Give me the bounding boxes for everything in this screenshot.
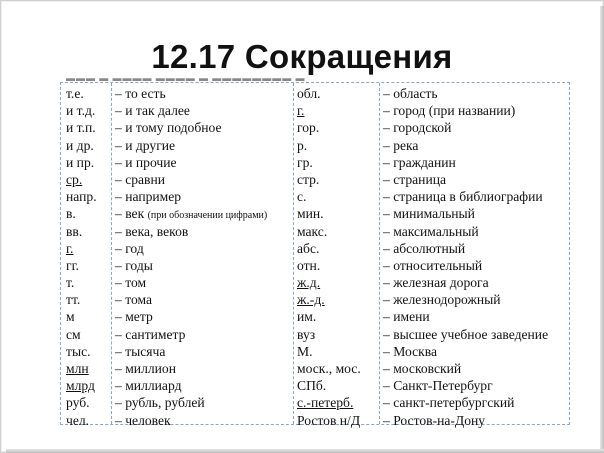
meaning-text: – и прочие xyxy=(115,154,177,170)
meaning-text: – минимальный xyxy=(383,206,475,222)
abbreviation-text: вв. xyxy=(66,223,83,239)
abbreviation-text: см xyxy=(66,326,81,342)
column-divider xyxy=(293,83,294,424)
meaning-cell xyxy=(383,240,548,257)
abbreviation-text: с. xyxy=(297,189,307,205)
meaning-text: – Санкт-Петербург xyxy=(383,378,493,394)
meaning-cell xyxy=(383,412,548,429)
abbreviation-cell xyxy=(297,171,361,188)
meaning-cell xyxy=(383,394,548,411)
abbreviation-text: г. xyxy=(297,103,305,119)
meaning-cell xyxy=(115,274,267,291)
meaning-cell xyxy=(383,291,548,308)
meaning-cell xyxy=(383,257,548,274)
abbreviation-cell xyxy=(66,377,97,394)
meaning-text: – тысяча xyxy=(115,343,166,359)
abbreviation-cell xyxy=(297,377,361,394)
abbreviation-text: и т.д. xyxy=(66,103,96,119)
abbreviation-text: и т.п. xyxy=(66,120,96,136)
meaning-cell xyxy=(115,360,267,377)
abbreviation-text: Ростов н/Д xyxy=(297,412,361,428)
abbreviation-cell xyxy=(66,188,97,205)
meaning-text: – миллион xyxy=(115,361,176,376)
abbreviation-text: ср. xyxy=(66,171,83,187)
meaning-text: – год xyxy=(115,240,144,256)
meaning-text: – человек xyxy=(115,412,171,428)
meaning-text: – метр xyxy=(115,309,153,325)
abbreviation-cell xyxy=(66,154,97,171)
meaning-text: – гражданин xyxy=(383,154,456,170)
meaning-cell xyxy=(115,343,267,360)
abbreviation-cell xyxy=(297,137,361,154)
column-divider xyxy=(111,83,112,424)
abbreviation-text: вуз xyxy=(297,326,316,342)
abbreviation-cell xyxy=(66,205,97,222)
right-abbr-column xyxy=(297,85,361,429)
abbreviation-text: мин. xyxy=(297,206,324,222)
abbreviation-text: м xyxy=(66,309,75,325)
meaning-cell xyxy=(383,377,548,394)
meaning-cell xyxy=(115,223,267,240)
meaning-text: – то есть xyxy=(115,86,166,101)
abbreviation-text: макс. xyxy=(297,223,328,239)
meaning-note: (при обозначении цифрами) xyxy=(147,210,268,222)
meaning-cell xyxy=(115,308,267,325)
meaning-text: – век xyxy=(115,206,145,222)
meaning-cell xyxy=(115,119,267,136)
abbreviation-text: г. xyxy=(66,240,74,256)
abbreviation-text: моск., мос. xyxy=(297,361,361,376)
abbreviation-cell xyxy=(297,85,361,102)
meaning-text: – санкт-петербургский xyxy=(383,395,515,411)
meaning-cell xyxy=(115,102,267,119)
meaning-text: – городской xyxy=(383,120,452,136)
abbreviation-text: им. xyxy=(297,309,317,325)
abbreviation-cell xyxy=(66,171,97,188)
abbreviation-text: т. xyxy=(66,275,75,291)
meaning-text: – Москва xyxy=(383,343,437,359)
abbreviation-cell xyxy=(297,343,361,360)
abbreviation-cell xyxy=(297,257,361,274)
meaning-text: – московский xyxy=(383,361,462,376)
abbreviation-text: р. xyxy=(297,137,308,153)
abbreviation-cell xyxy=(66,343,97,360)
abbreviation-text: и др. xyxy=(66,137,94,153)
abbreviation-cell xyxy=(297,308,361,325)
abbreviation-cell xyxy=(297,119,361,136)
meaning-text: – железная дорога xyxy=(383,275,489,291)
abbreviation-text: гор. xyxy=(297,120,320,136)
right-meaning-column xyxy=(383,85,548,429)
abbreviation-cell xyxy=(66,360,97,377)
meaning-cell xyxy=(115,257,267,274)
meaning-text: – Ростов-на-Дону xyxy=(383,412,486,428)
abbreviation-cell xyxy=(66,223,97,240)
meaning-cell xyxy=(383,188,548,205)
meaning-cell xyxy=(115,137,267,154)
abbreviation-cell xyxy=(66,291,97,308)
meaning-text: – страница xyxy=(383,171,447,187)
abbreviation-text: отн. xyxy=(297,257,321,273)
column-divider xyxy=(379,83,380,424)
abbreviation-cell xyxy=(66,394,97,411)
meaning-cell xyxy=(383,137,548,154)
meaning-text: – высшее учебное заведение xyxy=(383,326,549,342)
meaning-cell xyxy=(383,102,548,119)
meaning-cell xyxy=(115,205,267,222)
abbreviation-text: СПб. xyxy=(297,378,327,394)
meaning-text: – миллиард xyxy=(115,378,182,394)
meaning-cell xyxy=(115,377,267,394)
abbreviation-text: ж.-д. xyxy=(297,292,325,308)
meaning-text: – например xyxy=(115,189,182,205)
abbreviation-cell xyxy=(66,326,97,343)
abbreviation-text: тт. xyxy=(66,292,81,308)
meaning-text: – сравни xyxy=(115,171,166,187)
abbreviation-text: гг. xyxy=(66,257,80,273)
abbreviation-cell xyxy=(297,188,361,205)
abbreviation-cell xyxy=(297,326,361,343)
meaning-cell xyxy=(115,154,267,171)
abbreviation-text: т.е. xyxy=(66,86,84,101)
meaning-text: – и тому подобное xyxy=(115,120,222,136)
meaning-text: – относительный xyxy=(383,257,483,273)
abbreviation-cell xyxy=(297,102,361,119)
abbreviation-cell xyxy=(66,102,97,119)
slide-shadow-bottom xyxy=(6,449,604,453)
abbreviation-text: млн xyxy=(66,361,89,376)
meaning-cell xyxy=(115,412,267,429)
abbreviation-cell xyxy=(66,240,97,257)
abbreviation-text: млрд xyxy=(66,378,95,394)
abbreviation-text: напр. xyxy=(66,189,97,205)
slide-title: 12.17 Сокращения xyxy=(151,38,453,75)
meaning-text: – сантиметр xyxy=(115,326,186,342)
abbreviation-cell xyxy=(297,360,361,377)
meaning-text: – и другие xyxy=(115,137,176,153)
abbreviation-text: и пр. xyxy=(66,154,95,170)
abbreviation-text: абс. xyxy=(297,240,320,256)
abbreviation-text: руб. xyxy=(66,395,90,411)
abbreviation-cell xyxy=(66,119,97,136)
meaning-cell xyxy=(383,171,548,188)
abbreviation-text: в. xyxy=(66,206,76,222)
abbreviation-cell xyxy=(297,274,361,291)
meaning-cell xyxy=(383,205,548,222)
abbreviation-cell xyxy=(66,274,97,291)
abbreviation-cell xyxy=(297,394,361,411)
meaning-text: – область xyxy=(383,86,438,101)
abbreviation-cell xyxy=(66,412,97,429)
meaning-text: – абсолютный xyxy=(383,240,466,256)
meaning-cell xyxy=(115,291,267,308)
abbreviation-text: М. xyxy=(297,343,313,359)
abbreviation-text: тыс. xyxy=(66,343,91,359)
meaning-text: – века, веков xyxy=(115,223,189,239)
meaning-cell xyxy=(383,274,548,291)
meaning-cell xyxy=(115,240,267,257)
abbreviation-cell xyxy=(66,85,97,102)
abbreviation-cell xyxy=(297,291,361,308)
abbreviation-cell xyxy=(297,223,361,240)
meaning-cell xyxy=(383,223,548,240)
abbreviation-text: обл. xyxy=(297,86,321,101)
abbreviation-cell xyxy=(66,137,97,154)
meaning-text: – максимальный xyxy=(383,223,479,239)
abbreviation-cell xyxy=(297,154,361,171)
cropped-caption-strip: ▬▬▬ ▬ ▬▬▬▬ ▬▬▬▬ ▬ ▬▬▬▬▬▬▬▬ ▬ xyxy=(66,74,306,82)
meaning-text: – город (при названии) xyxy=(383,103,516,119)
abbreviation-cell xyxy=(66,257,97,274)
abbreviation-text: ж.д. xyxy=(297,275,321,291)
meaning-cell xyxy=(383,326,548,343)
abbreviation-cell xyxy=(297,240,361,257)
meaning-text: – страница в библиографии xyxy=(383,189,543,205)
meaning-cell xyxy=(383,154,548,171)
meaning-text: – том xyxy=(115,275,147,291)
abbreviation-text: гр. xyxy=(297,154,313,170)
meaning-text: – и так далее xyxy=(115,103,190,119)
meaning-cell xyxy=(115,188,267,205)
abbreviation-text: чел. xyxy=(66,412,90,428)
abbreviation-cell xyxy=(297,205,361,222)
abbreviation-cell xyxy=(66,308,97,325)
meaning-cell xyxy=(383,308,548,325)
left-abbr-column xyxy=(66,85,97,429)
abbreviation-text: стр. xyxy=(297,171,320,187)
meaning-cell xyxy=(115,326,267,343)
meaning-cell xyxy=(383,343,548,360)
meaning-text: – железнодорожный xyxy=(383,292,501,308)
meaning-cell xyxy=(115,171,267,188)
abbreviations-table xyxy=(60,82,570,428)
meaning-text: – годы xyxy=(115,257,153,273)
left-meaning-column xyxy=(115,85,267,429)
meaning-text: – рубль, рублей xyxy=(115,395,205,411)
meaning-cell xyxy=(383,85,548,102)
abbreviation-text: с.-петерб. xyxy=(297,395,354,411)
meaning-cell xyxy=(383,360,548,377)
meaning-text: – имени xyxy=(383,309,430,325)
abbreviation-cell xyxy=(297,412,361,429)
meaning-text: – река xyxy=(383,137,419,153)
meaning-cell xyxy=(383,119,548,136)
meaning-cell xyxy=(115,85,267,102)
meaning-cell xyxy=(115,394,267,411)
meaning-text: – тома xyxy=(115,292,153,308)
